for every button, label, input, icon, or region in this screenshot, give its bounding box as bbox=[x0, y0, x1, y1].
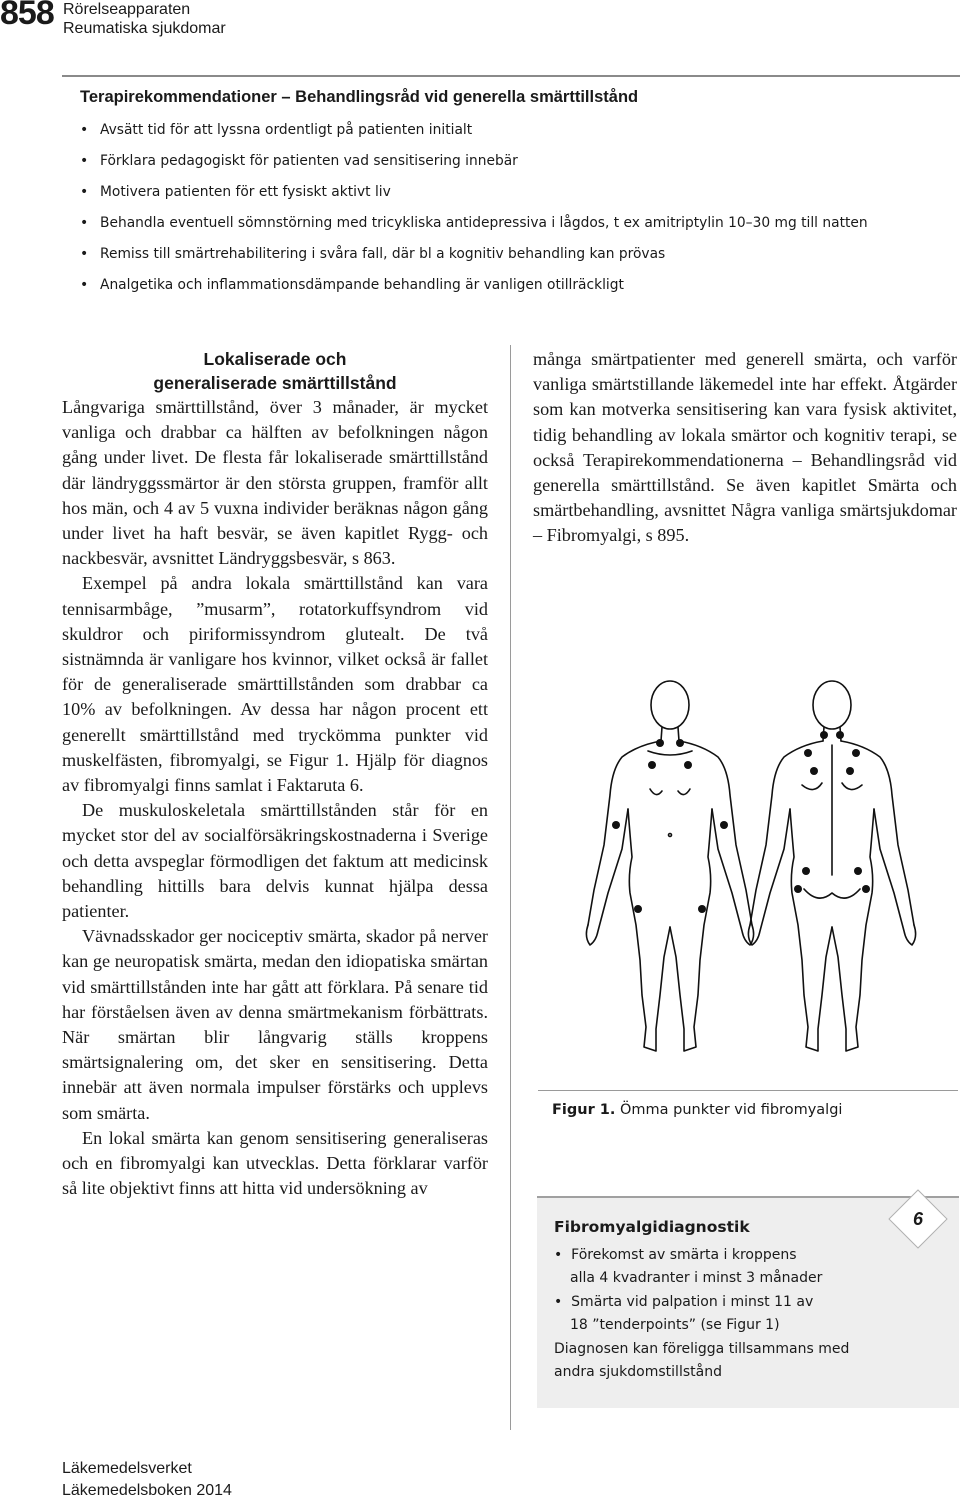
fact-box bbox=[537, 1196, 959, 1408]
figure-caption bbox=[552, 1102, 842, 1118]
fact-note: Diagnosen kan föreligga tillsammans med bbox=[554, 1341, 850, 1357]
paragraph: Långvariga smärttillstånd, över 3 månader, är mycket vanliga och drabbar ca hälften av befolkningen någon gång under livet. De flesta får lokaliserade smärttillstånd där ländryggssmärtor är den största gruppen, framför allt hos män, och 4 av 5 vuxna individer beräknas någon gång under livet ha haft besvär, se även kapitlet Rygg- och nackbesvär, avsnittet Ländryggsbesvär, s 863. bbox=[62, 397, 488, 569]
list-item: • Förklara pedagogiskt för patienten vad sensitisering innebär bbox=[80, 153, 518, 169]
bullet-icon: • bbox=[80, 277, 89, 293]
body-diagram-figure bbox=[552, 675, 952, 1085]
book-title: Läkemedelsboken 2014 bbox=[62, 1482, 232, 1499]
bullet-icon: • bbox=[80, 153, 89, 169]
list-item: • Analgetika och inflammationsdämpande behandling är vanligen otillräckligt bbox=[80, 277, 624, 293]
fact-box-number: 6 bbox=[912, 1209, 923, 1229]
publisher: Läkemedelsverket bbox=[62, 1460, 192, 1477]
left-column bbox=[62, 347, 488, 1202]
bullet-icon: • bbox=[554, 1294, 563, 1310]
recommendation-box bbox=[62, 75, 960, 307]
fact-bullet-continuation: alla 4 kvadranter i minst 3 månader bbox=[570, 1270, 823, 1286]
bullet-icon: • bbox=[80, 246, 89, 262]
recommendation-title: Terapirekommendationer – Behandlingsråd vid generella smärttillstånd bbox=[80, 88, 639, 106]
list-item: • Remiss till smärtrehabilitering i svåra fall, där bl a kognitiv behandling kan prövas bbox=[80, 246, 666, 262]
figure-label: Figur 1. bbox=[552, 1102, 616, 1118]
recommendation-list bbox=[80, 120, 868, 306]
paragraph: En lokal smärta kan genom sensitisering generaliseras och en fibromyalgi kan utvecklas. Detta förklarar varför så lite objektivt finns att hitta vid undersökning av bbox=[62, 1127, 488, 1199]
bullet-icon: • bbox=[80, 122, 89, 138]
fact-box-title: Fibromyalgidiagnostik bbox=[554, 1218, 750, 1236]
page-number: 858 bbox=[0, 0, 54, 32]
list-item: • Behandla eventuell sömnstörning med tricykliska antidepressiva i lågdos, t ex amitriptylin 10–30 mg till natten bbox=[80, 215, 868, 231]
fact-note: andra sjukdomstillstånd bbox=[554, 1364, 722, 1380]
fact-bullet: • Förekomst av smärta i kroppens bbox=[554, 1247, 797, 1263]
list-item: • Motivera patienten för ett fysiskt aktivt liv bbox=[80, 184, 391, 200]
column-divider bbox=[510, 345, 511, 1430]
fact-bullet-continuation: 18 ”tenderpoints” (se Figur 1) bbox=[570, 1317, 780, 1333]
paragraph: De muskuloskeletala smärttillstånden står för en mycket stor del av socialförsäkringskostnaderna i Sverige och detta avspeglar förmodligen det faktum att medicinsk behandling hittills bara delvis kunnat hjälpa dessa patienter. bbox=[62, 800, 488, 922]
paragraph: många smärtpatienter med generell smärta, och varför vanliga smärtstillande läkemedel inte har effekt. Åtgärder som kan motverka sensitisering kan vara fysisk aktivitet, tidig behandling av lokala smärtor och kognitiv terapi, se också Terapirekommendationerna – Behandlingsråd vid generella smärttillstånd. Se även kapitlet Smärta och smärtbehandling, avsnittet Några vanliga smärtsjukdomar – Fibromyalgi, s 895. bbox=[533, 349, 957, 546]
section-heading: Lokaliserade och generaliserade smärttillstånd bbox=[153, 349, 397, 393]
paragraph: Exempel på andra lokala smärttillstånd kan vara tennisarmbåge, ”musarm”, rotatorkuffsyndrom vid skuldror och piriformissyndrom glutealt. De två sistnämnda är vanligare hos kvinnor, vilket också är fallet för de generaliserade smärttillstånden som drabbar ca 10% av befolkningen. Av dessa har någon procent ett generellt smärttillstånd med tryckömma punkter vid muskelfästen, fibromyalgi, se Figur 1. Hjälp för diagnos av fibromyalgi finns samlat i Faktaruta 6. bbox=[62, 573, 488, 796]
figure-caption-text: Ömma punkter vid fibromyalgi bbox=[619, 1102, 843, 1118]
footer bbox=[62, 1458, 232, 1502]
bullet-icon: • bbox=[80, 215, 89, 231]
paragraph: Vävnadsskador ger nociceptiv smärta, skador på nerver kan ge neuropatisk smärta, medan den idiopatiska smärtan vid smärttillstånden inte har gått att förklara. På senare tid har förståelsen även av denna smärtmekanism förbättrats. När smärtan blir långvarig ställs kroppens smärtsignalering om, det sker en sensitisering. Detta innebär att även normala impulser förstärks och upplevs som smärta. bbox=[62, 926, 488, 1123]
fact-bullet: • Smärta vid palpation i minst 11 av bbox=[554, 1294, 814, 1310]
subsection-title: Reumatiska sjukdomar bbox=[63, 20, 226, 37]
bullet-icon: • bbox=[80, 184, 89, 200]
front-body-outline bbox=[586, 681, 753, 1051]
back-body-outline bbox=[748, 681, 915, 1051]
bullet-icon: • bbox=[554, 1247, 563, 1263]
right-column bbox=[533, 347, 957, 549]
figure-divider bbox=[538, 1090, 958, 1091]
section-title: Rörelseapparaten bbox=[63, 1, 191, 18]
running-header bbox=[63, 0, 226, 38]
list-item: • Avsätt tid för att lyssna ordentligt på patienten initialt bbox=[80, 122, 473, 138]
